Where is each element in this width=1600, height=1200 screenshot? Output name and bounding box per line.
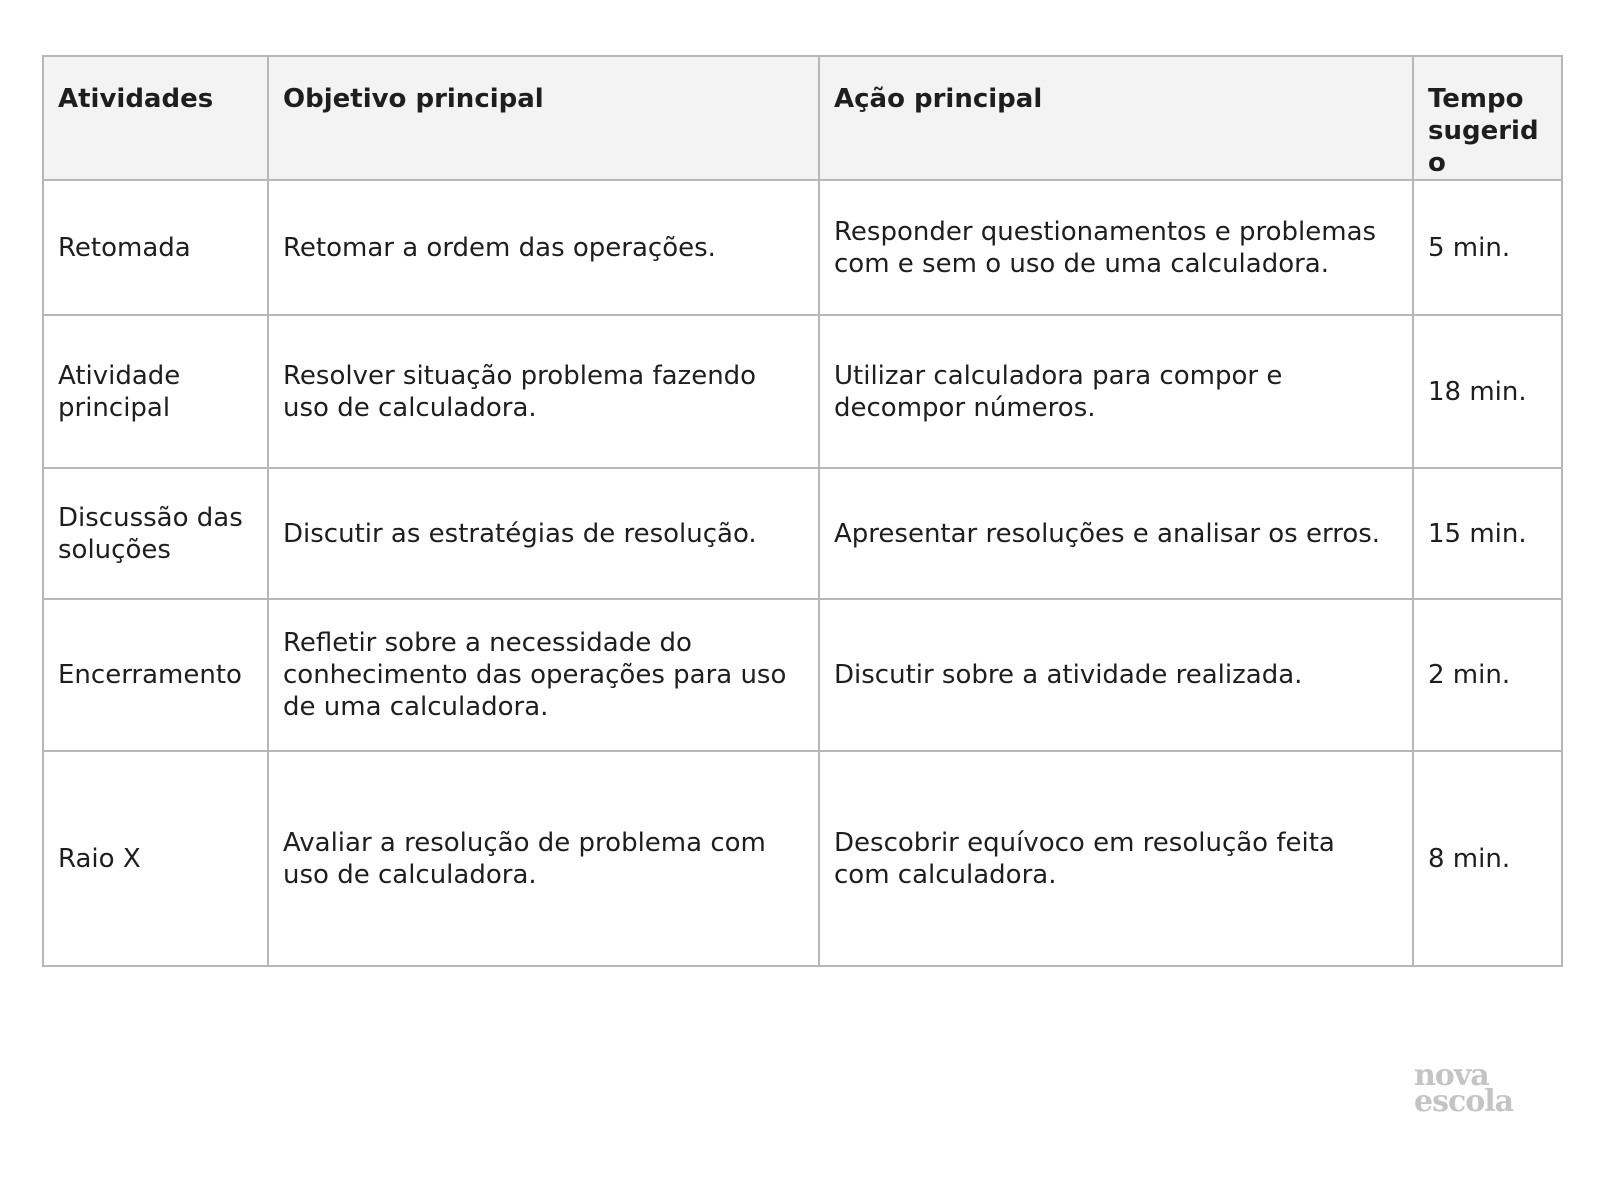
header-main-objective: Objetivo principal: [268, 56, 819, 180]
action-cell: Discutir sobre a atividade realizada.: [819, 599, 1413, 751]
logo-line-escola: escola: [1414, 1084, 1514, 1119]
table-row: [43, 468, 1562, 599]
table-row: [43, 180, 1562, 315]
header-row: [43, 56, 1562, 180]
activity-cell: Raio X: [43, 751, 268, 966]
objective-cell: Retomar a ordem das operações.: [268, 180, 819, 315]
time-cell: 15 min.: [1413, 468, 1562, 599]
header-main-action: Ação principal: [819, 56, 1413, 180]
nova-escola-logo: [1414, 1058, 1544, 1119]
table-row: [43, 599, 1562, 751]
table-row: [43, 751, 1562, 966]
activity-cell: Retomada: [43, 180, 268, 315]
header-activities: Atividades: [43, 56, 268, 180]
lesson-plan-table: [42, 55, 1563, 967]
action-cell: Apresentar resoluções e analisar os erros.: [819, 468, 1413, 599]
time-cell: 8 min.: [1413, 751, 1562, 966]
objective-cell: Resolver situação problema fazendo uso de calculadora.: [268, 315, 819, 468]
action-cell: Responder questionamentos e problemas com e sem o uso de uma calculadora.: [819, 180, 1413, 315]
action-cell: Descobrir equívoco em resolução feita com calculadora.: [819, 751, 1413, 966]
time-cell: 5 min.: [1413, 180, 1562, 315]
objective-cell: Avaliar a resolução de problema com uso de calculadora.: [268, 751, 819, 966]
time-cell: 18 min.: [1413, 315, 1562, 468]
objective-cell: Discutir as estratégias de resolução.: [268, 468, 819, 599]
time-cell: 2 min.: [1413, 599, 1562, 751]
action-cell: Utilizar calculadora para compor e decompor números.: [819, 315, 1413, 468]
activity-cell: Atividade principal: [43, 315, 268, 468]
activity-cell: Discussão das soluções: [43, 468, 268, 599]
objective-cell: Refletir sobre a necessidade do conhecimento das operações para uso de uma calculadora.: [268, 599, 819, 751]
logo-line-nova: nova: [1414, 1058, 1489, 1093]
table-row: [43, 315, 1562, 468]
header-suggested-time: Tempo sugerido: [1413, 56, 1562, 180]
activity-cell: Encerramento: [43, 599, 268, 751]
